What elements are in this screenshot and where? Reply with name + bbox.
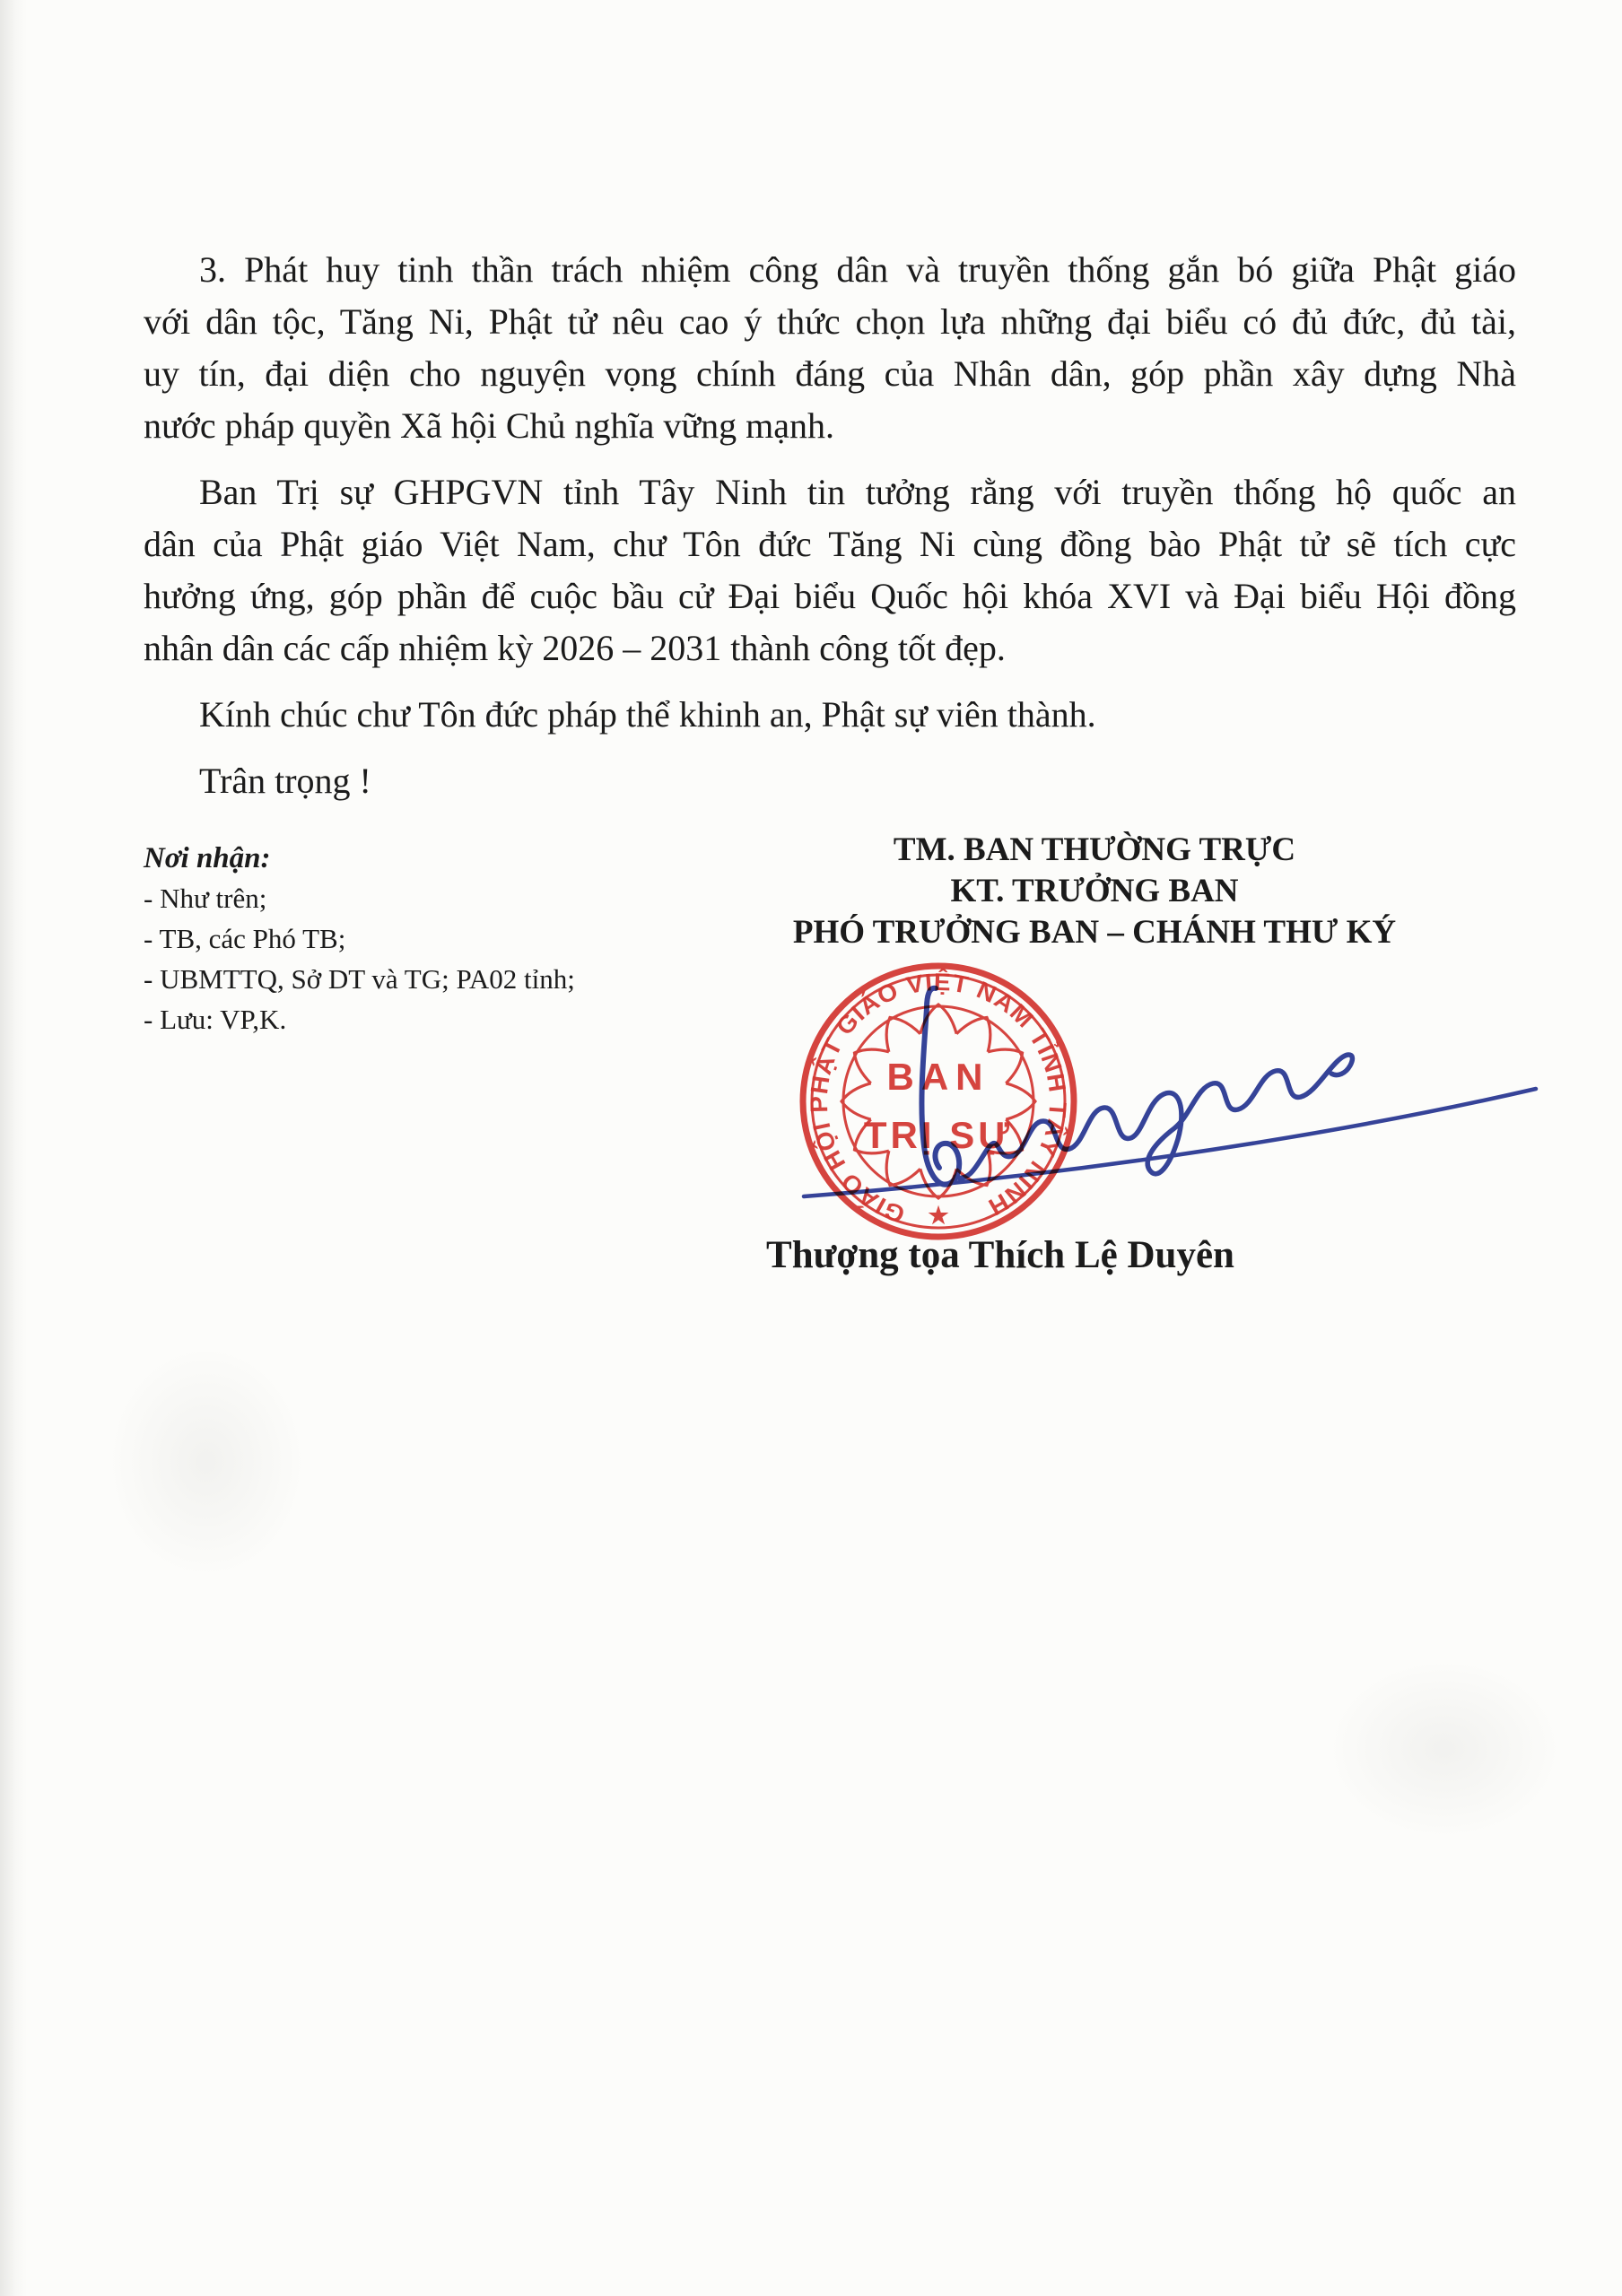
recipient-item: - UBMTTQ, Sở DT và TG; PA02 tỉnh; bbox=[144, 963, 575, 995]
scan-smudge bbox=[108, 1345, 305, 1578]
text-line: Kính chúc chư Tôn đức pháp thể khinh an, Phật sự viên thành. bbox=[199, 694, 1096, 735]
seal-ring-text: GIÁO HỘI PHẬT GIÁO VIỆT NAM TỈNH TÂY NINH bbox=[805, 968, 1072, 1229]
recipient-item: - Như trên; bbox=[144, 883, 267, 914]
seal-center-text-2: TRỊ SỰ bbox=[863, 1114, 1014, 1156]
text-line: Ban Trị sự GHPGVN tỉnh Tây Ninh tin tưởng rằng với truyền thống hộ quốc an bbox=[199, 472, 1516, 512]
recipients-heading: Nơi nhận: bbox=[144, 842, 271, 874]
text-line: dân của Phật giáo Việt Nam, chư Tôn đức Tăng Ni cùng đồng bào Phật tử sẽ tích cực bbox=[144, 524, 1516, 564]
text-line: Trân trọng ! bbox=[199, 761, 371, 801]
text-line: hưởng ứng, góp phần để cuộc bầu cử Đại biểu Quốc hội khóa XVI và Đại biểu Hội đồng bbox=[144, 576, 1516, 616]
signature-icon bbox=[772, 969, 1561, 1220]
text-line: nước pháp quyền Xã hội Chủ nghĩa vững mạnh. bbox=[144, 405, 834, 446]
seal-star-icon: ★ bbox=[928, 1202, 949, 1229]
recipients-block bbox=[144, 839, 575, 1039]
paragraph bbox=[144, 466, 1516, 674]
seal-center-text-1: BAN bbox=[886, 1056, 990, 1098]
text-line: uy tín, đại diện cho nguyện vọng chính đáng của Nhân dân, góp phần xây dựng Nhà bbox=[144, 353, 1516, 394]
scan-smudge bbox=[1328, 1659, 1561, 1839]
signatory-line-1: TM. BAN THƯỜNG TRỰC bbox=[893, 831, 1296, 868]
text-line: với dân tộc, Tăng Ni, Phật tử nêu cao ý thức chọn lựa những đại biểu có đủ đức, đủ tài, bbox=[144, 301, 1516, 342]
scan-edge-artifact bbox=[0, 0, 27, 2296]
recipient-item: - TB, các Phó TB; bbox=[144, 923, 346, 954]
paragraph bbox=[144, 244, 1516, 452]
signature-ink bbox=[772, 969, 1561, 1220]
signatory-block bbox=[628, 830, 1561, 953]
text-line: 3. Phát huy tinh thần trách nhiệm công dân và truyền thống gắn bó giữa Phật giáo bbox=[199, 249, 1516, 290]
paragraph bbox=[144, 689, 1516, 741]
recipient-item: - Lưu: VP,K. bbox=[144, 1004, 287, 1035]
signatory-line-2: KT. TRƯỞNG BAN bbox=[950, 873, 1239, 909]
signer-name: Thượng tọa Thích Lệ Duyên bbox=[766, 1234, 1234, 1276]
paragraph bbox=[144, 755, 1516, 807]
text-line: nhân dân các cấp nhiệm kỳ 2026 – 2031 thành công tốt đẹp. bbox=[144, 628, 1006, 668]
signatory-line-3: PHÓ TRƯỞNG BAN – CHÁNH THƯ KÝ bbox=[792, 914, 1397, 951]
recipients-list bbox=[144, 878, 575, 1039]
letter-body bbox=[144, 244, 1516, 822]
